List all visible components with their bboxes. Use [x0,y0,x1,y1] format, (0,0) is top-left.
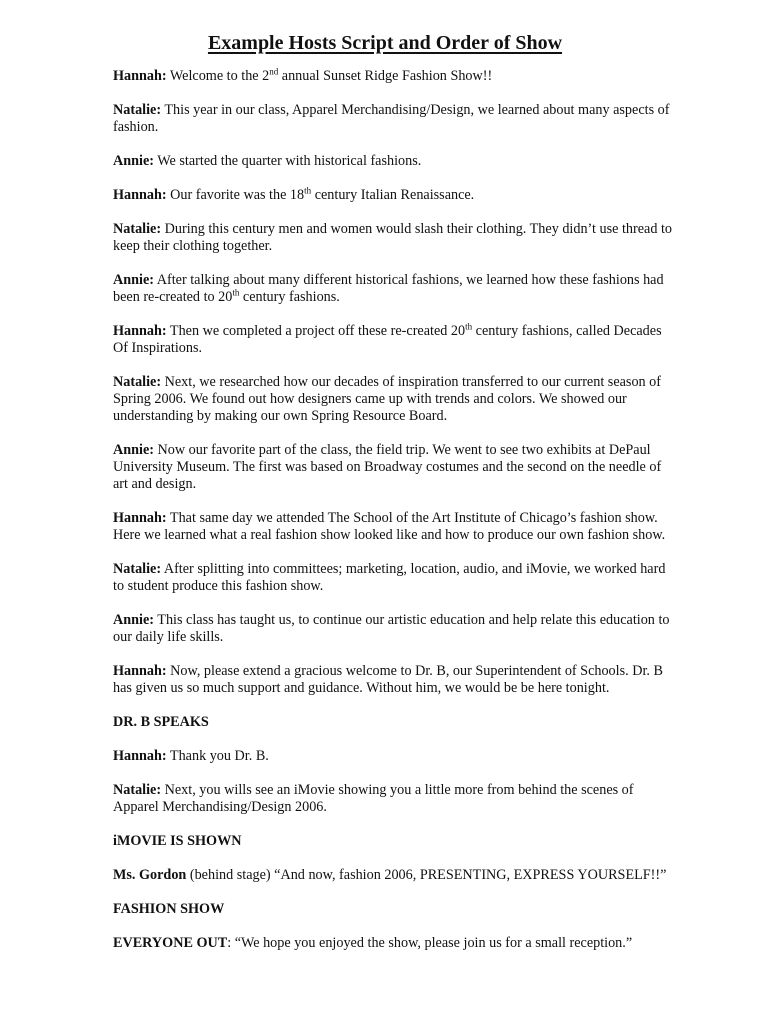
ordinal-suffix: th [465,321,473,332]
script-line [113,272,673,306]
script-line [113,374,673,425]
line-text: After talking about many different historical fashions, we learned how these fashions had been re-created to 20 [113,272,664,305]
line-text: Then we completed a project off these re-created 20 [166,323,466,339]
stage-direction [113,714,673,731]
line-text: (behind stage) “And now, fashion 2006, PRESENTING, EXPRESS YOURSELF!!” [186,867,667,883]
script-line [113,68,673,85]
speaker-name: Natalie: [113,561,162,577]
script-line [113,510,673,544]
line-text: : “We hope you enjoyed the show, please join us for a small reception.” [227,935,633,951]
script-line [113,187,673,204]
speaker-name: Hannah: [113,68,167,84]
speaker-name: Annie: [113,612,154,628]
line-text: This year in our class, Apparel Merchandising/Design, we learned about many aspects of fashion. [113,102,670,135]
line-text: Our favorite was the 18 [166,187,305,203]
script-line [113,867,673,884]
script-line [113,102,673,136]
stage-direction-text: iMOVIE IS SHOWN [113,833,242,849]
line-text: century fashions. [239,289,340,305]
line-text: century fashions, called Decades Of Inspirations. [113,323,662,356]
script-line [113,612,673,646]
line-text: We started the quarter with historical fashions. [154,153,422,169]
speaker-name: Hannah: [113,510,167,526]
script-line [113,153,673,170]
stage-direction-text: DR. B SPEAKS [113,714,209,730]
script-line [113,442,673,493]
speaker-name: Natalie: [113,374,162,390]
speaker-name: Natalie: [113,782,162,798]
script-line [113,561,673,595]
line-text: Now our favorite part of the class, the field trip. We went to see two exhibits at DePaul University Museum. The first was based on Broadway costumes and the second on the needle of art and design. [113,442,662,492]
speaker-name: Hannah: [113,748,167,764]
script-line [113,782,673,816]
script-line [113,935,673,952]
line-text: That same day we attended The School of the Art Institute of Chicago’s fashion show. Here we learned what a real fashion show looked like and how to produce our own fashion show. [113,510,666,543]
speaker-name: Natalie: [113,102,162,118]
line-text: Now, please extend a gracious welcome to Dr. B, our Superintendent of Schools. Dr. B has given us so much support and guidance. Without him, we would be be here tonight. [113,663,663,696]
script-body [113,68,673,969]
line-text: Next, you wills see an iMovie showing you a little more from behind the scenes of Apparel Merchandising/Design 2006. [113,782,634,815]
line-text: This class has taught us, to continue our artistic education and help relate this education to our daily life skills. [113,612,670,645]
line-text: Next, we researched how our decades of inspiration transferred to our current season of Spring 2006. We found out how designers came up with trends and colors. We showed our understanding by making our own Spring Resource Board. [113,374,661,424]
line-text: Welcome to the 2 [166,68,270,84]
ordinal-suffix: nd [269,66,279,77]
speaker-name: Ms. Gordon [113,867,187,883]
line-text: After splitting into committees; marketing, location, audio, and iMovie, we worked hard to student produce this fashion show. [113,561,666,594]
ordinal-suffix: th [232,287,240,298]
speaker-name: Annie: [113,153,154,169]
page-title: Example Hosts Script and Order of Show [207,32,563,54]
stage-direction-text: FASHION SHOW [113,901,225,917]
script-line [113,663,673,697]
speaker-name: Annie: [113,442,154,458]
speaker-name: Natalie: [113,221,162,237]
ordinal-suffix: th [304,185,312,196]
speaker-name: EVERYONE OUT [113,935,228,951]
script-line [113,748,673,765]
line-text: Thank you Dr. B. [166,748,269,764]
stage-direction [113,833,673,850]
speaker-name: Hannah: [113,323,167,339]
script-line [113,323,673,357]
stage-direction [113,901,673,918]
line-text: century Italian Renaissance. [311,187,475,203]
line-text: During this century men and women would slash their clothing. They didn’t use thread to keep their clothing together. [113,221,673,254]
script-line [113,221,673,255]
speaker-name: Annie: [113,272,154,288]
speaker-name: Hannah: [113,187,167,203]
speaker-name: Hannah: [113,663,167,679]
line-text: annual Sunset Ridge Fashion Show!! [278,68,493,84]
